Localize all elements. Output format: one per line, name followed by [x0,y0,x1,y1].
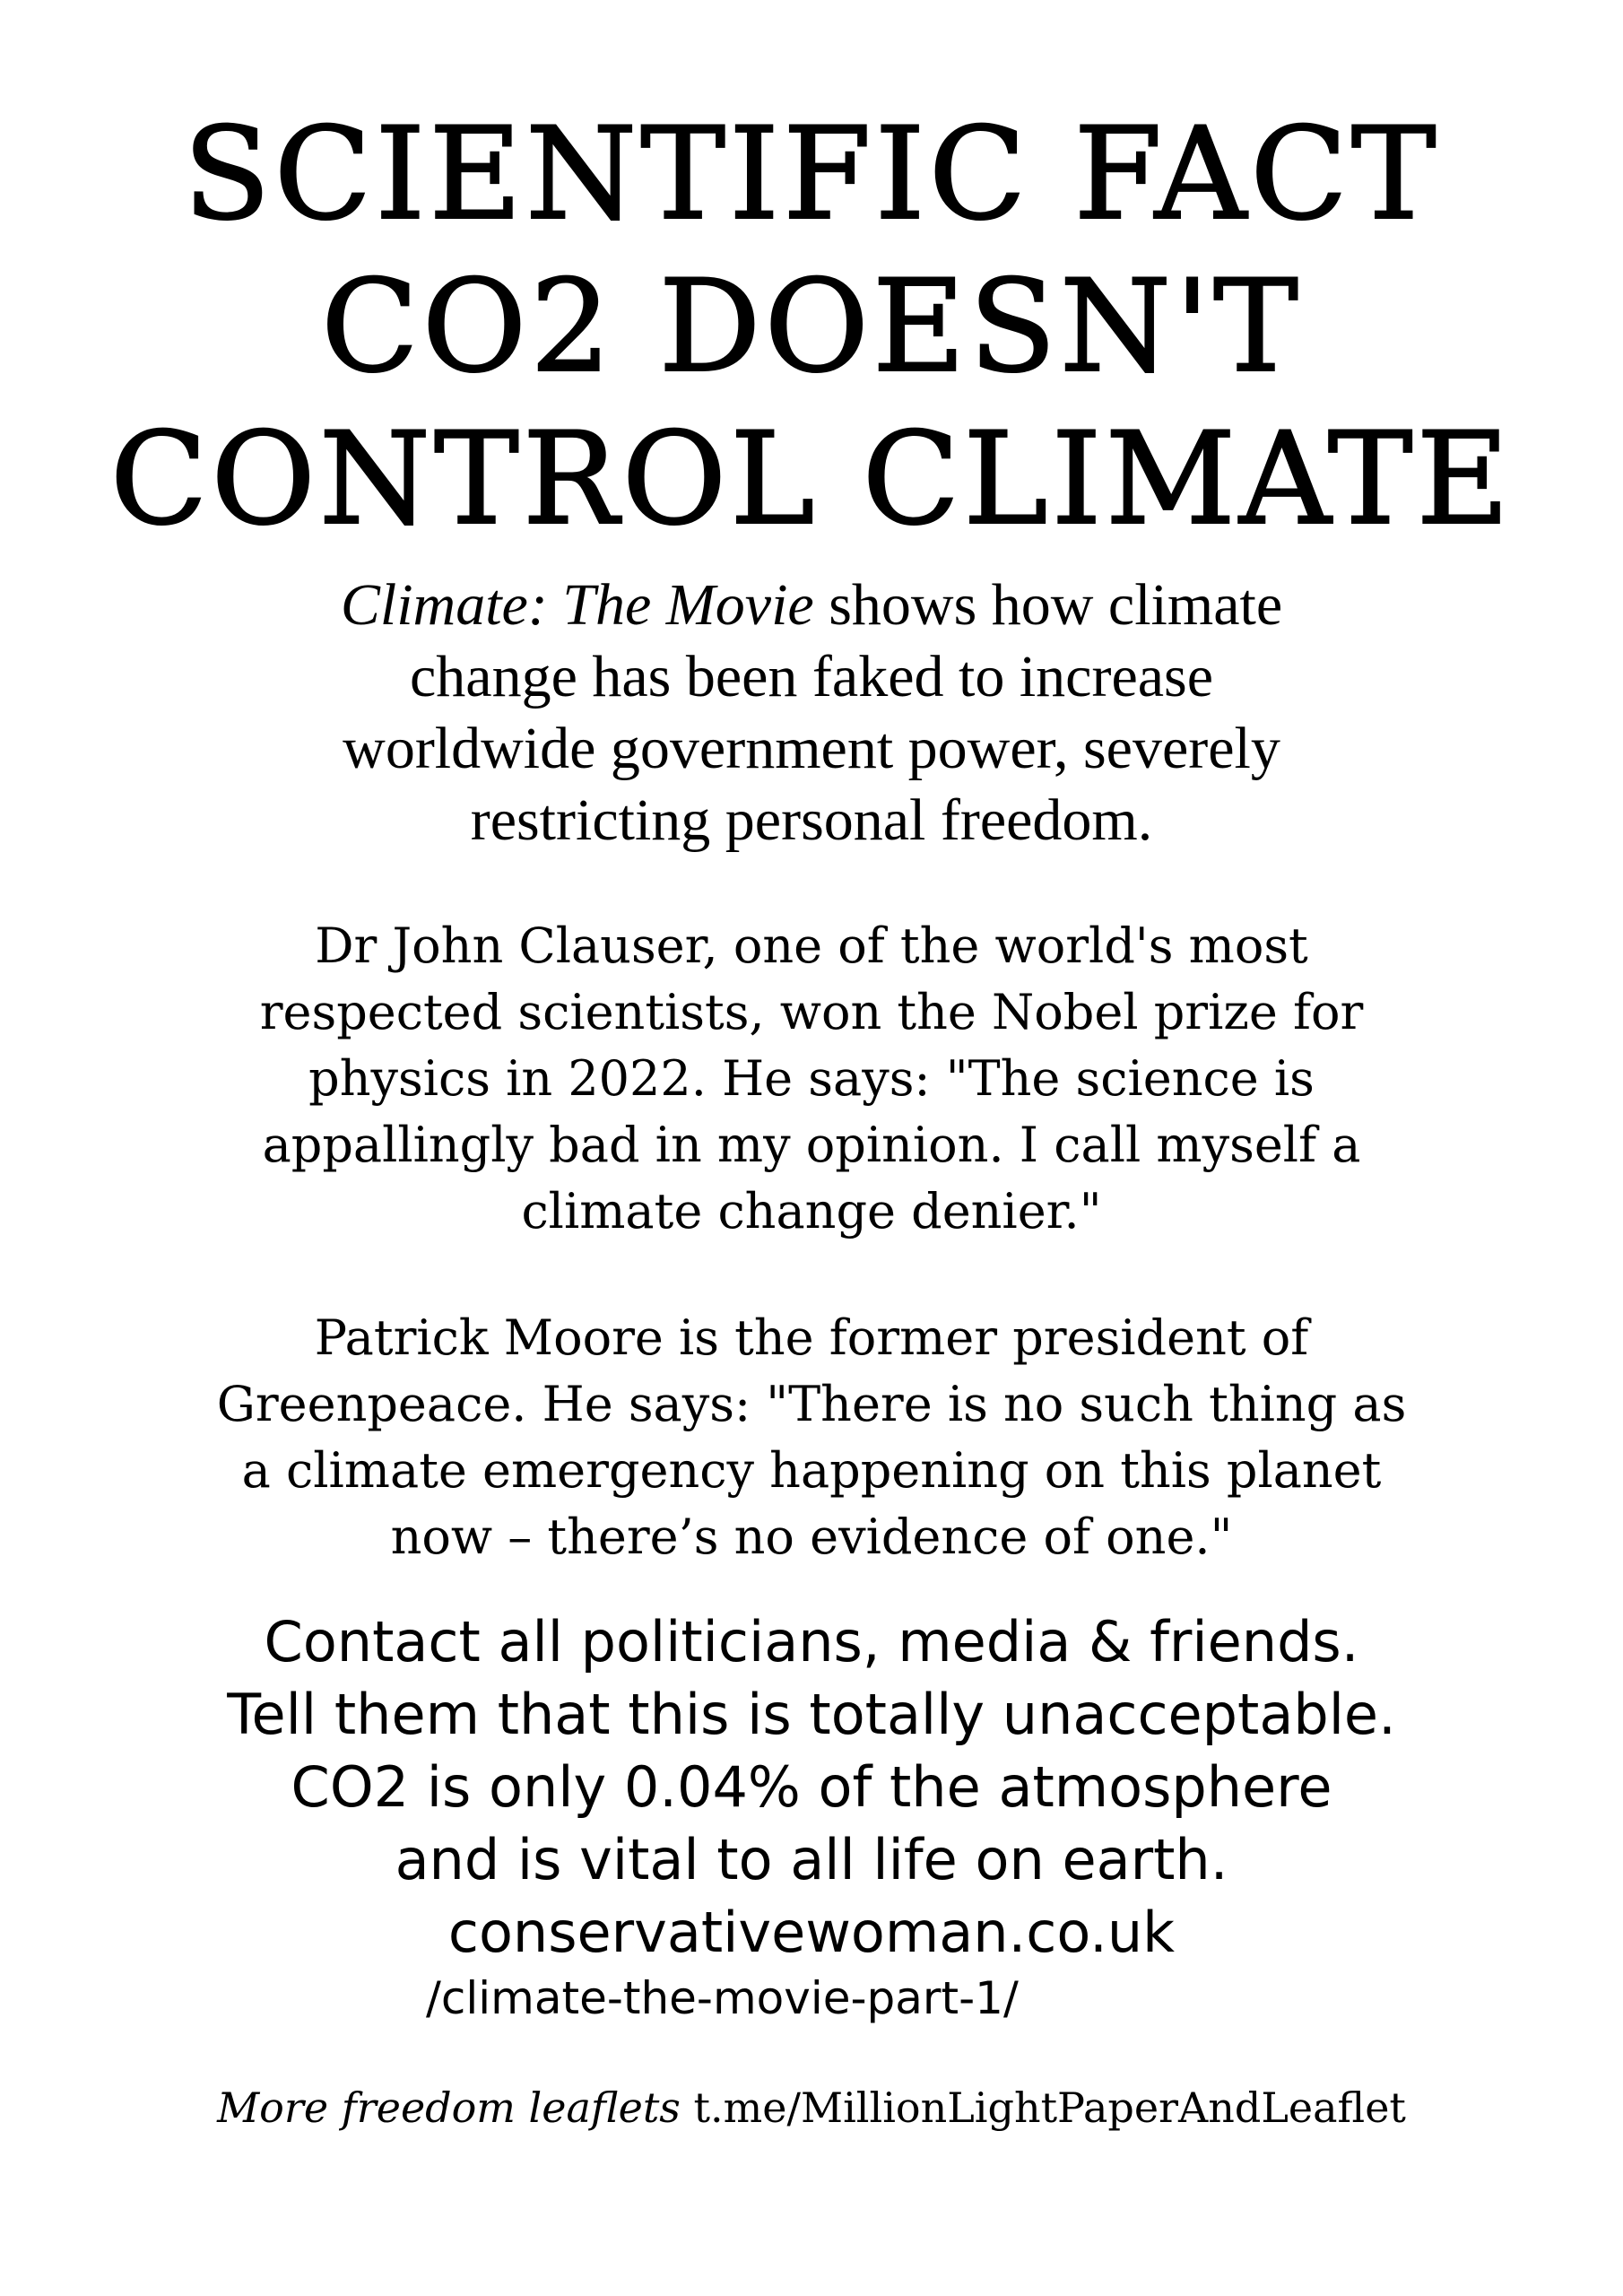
headline-line-3: CONTROL CLIMATE [109,405,1514,553]
moore-quote [0,1305,1623,1570]
intro-line-1 [0,570,1623,641]
intro-line-4: restricting personal freedom. [470,787,1153,853]
moore-line-4: now – there’s no evidence of one." [390,1509,1233,1565]
clauser-quote [0,913,1623,1245]
intro-line-1-rest: shows how climate [813,572,1283,638]
headline [0,99,1623,556]
footer-link: t.me/MillionLightPaperAndLeaflet [680,2083,1406,2132]
source-url-domain: conservativewoman.co.uk [447,1900,1176,1965]
cta-line-2: Tell them that this is totally unacceptable. [227,1682,1396,1747]
cta-line-3: CO2 is only 0.04% of the atmosphere [291,1754,1332,1820]
footer-italic-text: More freedom leaflets [217,2083,681,2132]
moore-line-3: a climate emergency happening on this planet [241,1442,1382,1499]
moore-line-2: Greenpeace. He says: "There is no such thing as [216,1376,1407,1432]
headline-line-1: SCIENTIFIC FACT [183,100,1440,248]
intro-paragraph [0,570,1623,857]
clauser-line-4: appallingly bad in my opinion. I call myself a [262,1117,1361,1173]
moore-line-1: Patrick Moore is the former president of [314,1309,1309,1366]
intro-line-2: change has been faked to increase [409,644,1214,709]
clauser-line-1: Dr John Clauser, one of the world's most [315,918,1308,974]
movie-title: Climate: The Movie [340,572,814,638]
cta-line-4: and is vital to all life on earth. [395,1827,1228,1892]
cta-line-1: Contact all politicians, media & friends. [264,1609,1359,1674]
clauser-line-2: respected scientists, won the Nobel prize for [259,984,1364,1040]
headline-line-2: CO2 DOESN'T [321,253,1302,401]
footer-note [0,2081,1623,2135]
clauser-line-3: physics in 2022. He says: "The science is [308,1050,1315,1107]
source-url-path: /climate-the-movie-part-1/ [426,1972,1019,2024]
clauser-line-5: climate change denier." [521,1183,1102,1239]
call-to-action [0,1605,1623,2028]
intro-line-3: worldwide government power, severely [343,716,1280,781]
